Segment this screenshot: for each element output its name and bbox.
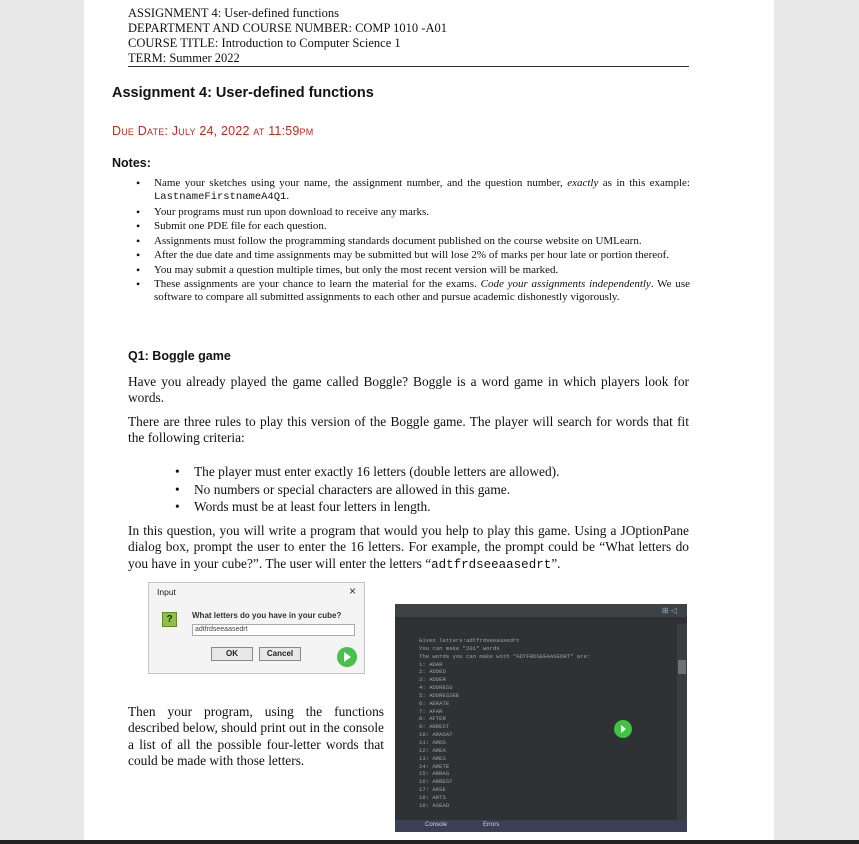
note-item: • After the due date and time assignments may be submitted but will lose 2% of marks per hour late or portion thereof. [154, 249, 690, 262]
note-item: • These assignments are your chance to learn the material for the exams. Code your assignments independently. We use software to compare all submitted assignments to each other and pursue academic dishonestly vigorously. [154, 278, 690, 304]
document-page [84, 0, 774, 844]
note-item: • Submit one PDE file for each question. [154, 220, 690, 233]
note-item: • Assignments must follow the programming standards document published on the course website on UMLearn. [154, 235, 690, 248]
input-dialog [148, 582, 365, 674]
console-toolbar-icons[interactable]: ⊞ ◁ [661, 606, 677, 615]
header-department: DEPARTMENT AND COURSE NUMBER: COMP 1010 -A01 [128, 21, 447, 35]
notes-list [154, 177, 690, 306]
play-cursor-icon [614, 720, 632, 738]
paragraph-intro: Have you already played the game called Boggle? Boggle is a word game in which players look for words. [128, 374, 689, 406]
notes-heading: Notes: [112, 156, 151, 170]
inline-code: LastnameFirstnameA4Q1 [154, 191, 287, 204]
q1-heading: Q1: Boggle game [128, 349, 231, 363]
header-divider [128, 66, 689, 67]
console-panel [395, 604, 687, 832]
console-tabs [395, 820, 687, 832]
scrollbar-thumb[interactable] [678, 660, 686, 674]
letters-input[interactable]: adtfrdseeaasedrt [192, 624, 355, 636]
note-item: • You may submit a question multiple times, but only the most recent version will be marked. [154, 264, 690, 277]
page-title: Assignment 4: User-defined functions [112, 85, 374, 101]
bottom-edge [0, 840, 859, 844]
rule-item: • The player must enter exactly 16 letters (double letters are allowed). [194, 463, 560, 481]
console-scrollbar[interactable] [677, 624, 687, 824]
dialog-title: Input [157, 587, 176, 597]
paragraph-task: In this question, you will write a program that would you help to play this game. Using a JOptionPane dialog box, prompt the user to enter the 16 letters. For example, the prompt could be “What letters do you have in your cube?”. The user will enter the letters “adtfrdseeaasedrt”. [128, 523, 689, 572]
rule-item: • Words must be at least four letters in length. [194, 498, 560, 516]
play-cursor-icon [337, 647, 357, 667]
cancel-button[interactable]: Cancel [259, 647, 301, 661]
note-item: • Name your sketches using your name, the assignment number, and the question number, exactly as in this example: LastnameFirstnameA4Q1. [154, 177, 690, 204]
tab-errors[interactable]: Errors [483, 822, 500, 828]
ok-button[interactable]: OK [211, 647, 253, 661]
paragraph-output: Then your program, using the functions described below, should print out in the console a list of all the possible four-letter words that could be made with those letters. [128, 704, 384, 769]
header-term: TERM: Summer 2022 [128, 51, 240, 65]
paragraph-rules-intro: There are three rules to play this version of the Boggle game. The player will search for words that fit the following criteria: [128, 414, 689, 446]
tab-console[interactable]: Console [425, 822, 448, 828]
header-assignment: ASSIGNMENT 4: User-defined functions [128, 6, 339, 20]
header-course-title: COURSE TITLE: Introduction to Computer Science 1 [128, 36, 401, 50]
note-item: • Your programs must run upon download to receive any marks. [154, 206, 690, 219]
console-toolbar [395, 604, 687, 617]
inline-code: adtfrdseeaasedrt [431, 557, 552, 572]
rules-list [194, 463, 560, 516]
close-icon[interactable]: × [348, 584, 356, 598]
question-icon: ? [162, 612, 177, 627]
due-date: Due Date: July 24, 2022 at 11:59pm [112, 124, 314, 138]
rule-item: • No numbers or special characters are allowed in this game. [194, 481, 560, 499]
console-output: Given letters:adtfrdseeaasedrt You can make "201" words The words you can make with "ADTFRDSEEAASEDRT" are: 1: ADAR 2: ADDED 3: ADDER 4: ADDRESS 5: ADDRESSEE 6: AERATE 7: AFAR 8: AFTER 9: ARREST 10: ARASAT 11: ARDS 12: AREA 13: ARES 14: ARETE 15: ARRAS 16: ARREST 17: ARSE 18: ARTS 19: ASEAD [419, 637, 591, 809]
dialog-message: What letters do you have in your cube? [192, 611, 342, 620]
